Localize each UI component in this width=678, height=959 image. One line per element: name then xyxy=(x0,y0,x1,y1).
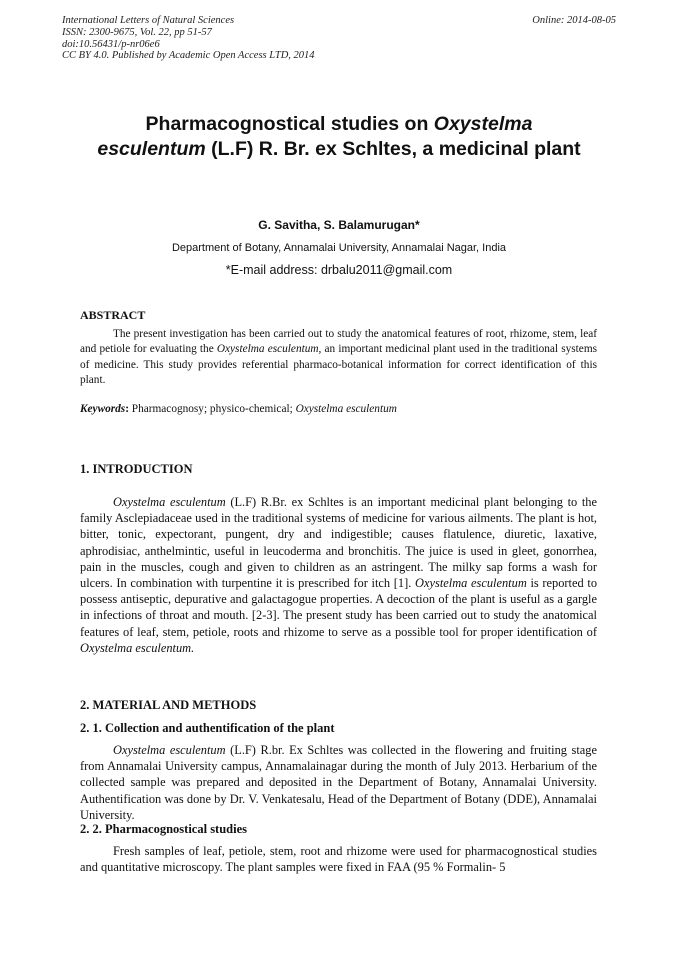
journal-license: CC BY 4.0. Published by Academic Open Access LTD, 2014 xyxy=(62,50,315,62)
methods-text-1: (L.F) R.br. Ex Schltes was collected in the flowering and fruiting stage from Annamalai University campus, Annamalainagar during the month of July 2013. Herbarium of the collected sample was prepared and deposited in the Department of Botany, Annamalai University. Authentification was done by Dr. V. Venkatesalu, Head of the Department of Botany (DDE), Annamalai University. xyxy=(80,743,597,822)
intro-species-2: Oxystelma esculentum xyxy=(415,576,527,591)
abstract-text-2: an important medicinal plant used in the traditional systems of medicine. This study provides referential pharmaco-botanical information for correct identification of this plant. xyxy=(80,343,597,387)
title-part-2: (L.F) R. Br. ex Schltes, a medicinal plant xyxy=(205,138,581,160)
keywords-species: Oxystelma esculentum xyxy=(295,403,397,415)
intro-species-1: Oxystelma esculentum xyxy=(113,495,226,509)
keywords xyxy=(80,402,597,417)
intro-species-3: Oxystelma esculentum. xyxy=(80,640,195,655)
methods-species: Oxystelma esculentum xyxy=(113,743,226,757)
abstract-species: Oxystelma esculentum, xyxy=(216,343,322,356)
title-species-genus: Oxystelma xyxy=(433,113,533,135)
keywords-colon: : xyxy=(125,403,129,415)
affiliation: Department of Botany, Annamalai University, Annamalai Nagar, India xyxy=(171,242,507,254)
keywords-label: Keywords xyxy=(80,403,126,415)
title-part-1: Pharmacognostical studies on xyxy=(145,113,434,135)
journal-name: International Letters of Natural Sciences xyxy=(62,15,235,26)
methods-paragraph-1 xyxy=(80,742,597,823)
abstract-text-1: The present investigation has been carried out to study the anatomical features of root, rhizome, stem, leaf and petiole for evaluating the xyxy=(80,328,597,356)
paper-title xyxy=(60,112,618,162)
title-species-epithet: esculentum xyxy=(97,138,206,160)
intro-heading: 1. INTRODUCTION xyxy=(80,462,193,476)
methods-subheading-1: 2. 1. Collection and authentification of the plant xyxy=(80,721,335,735)
online-date: Online: 2014-08-05 xyxy=(532,15,616,26)
intro-text-1: (L.F) R.Br. ex Schltes is an important medicinal plant belonging to the family Asclepiadaceae used in the traditional systems of medicine for various ailments. The plant is hot, bitter, tonic, expectorant, pungent, dry and indigestible; causes flatulence, diuretic, laxative, aphrodisiac, anthelmintic, useful in leucoderma and bronchitis. The juice is used in gleet, gonorrhea, pain in the muscles, cough and given to children as an astringent. The milky sap forms a wash for ulcers. In combination with turpentine it is prescribed for itch [1]. xyxy=(80,495,597,591)
intro-paragraph xyxy=(80,494,597,656)
methods-paragraph-2: Fresh samples of leaf, petiole, stem, root and rhizome were used for pharmacognostical studies and quantitative microscopy. The plant samples were fixed in FAA (95 % Formalin- 5 xyxy=(80,844,597,875)
methods-heading: 2. MATERIAL AND METHODS xyxy=(80,698,257,712)
abstract-heading: ABSTRACT xyxy=(80,308,146,322)
journal-header xyxy=(62,15,315,62)
journal-doi[interactable]: doi:10.56431/p-nr06e6 xyxy=(62,38,160,50)
abstract-text xyxy=(80,327,597,389)
keywords-text: Pharmacognosy; physico-chemical; xyxy=(128,403,296,415)
methods-subheading-2: 2. 2. Pharmacognostical studies xyxy=(80,822,248,836)
journal-issn: ISSN: 2300-9675, Vol. 22, pp 51-57 xyxy=(62,26,212,38)
author-email[interactable]: *E-mail address: drbalu2011@gmail.com xyxy=(225,263,453,277)
intro-text-2: is reported to possess antiseptic, depurative and galactagogue properties. A decoction of the plant is useful as a gargle in infections of throat and mouth. [2-3]. The present study has been carried out to study the anatomical features of leaf, stem, petiole, roots and rhizome to serve as a possible tool for proper identification of xyxy=(80,576,598,639)
authors: G. Savitha, S. Balamurugan* xyxy=(258,218,420,232)
